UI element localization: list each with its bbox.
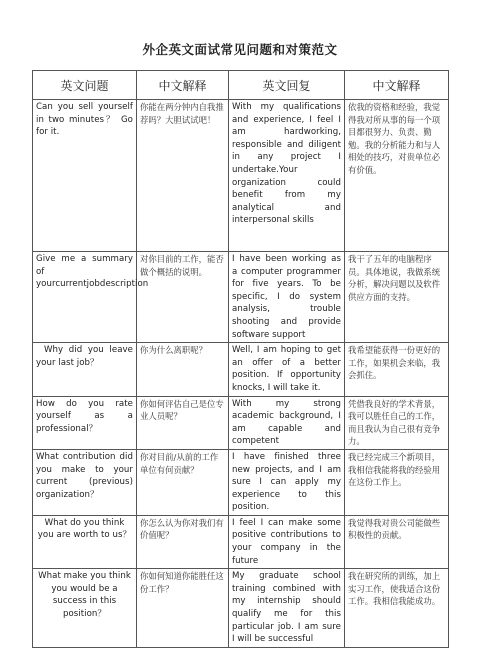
answer-en: I have finished three new projects, and I am sure I can apply my experience to this position. — [229, 449, 345, 515]
table-row — [33, 396, 449, 449]
question-en: Give me a summary of yourcurrentjobdescription — [33, 252, 137, 343]
question-zh: 你如何知道你能胜任这份工作？ — [137, 569, 229, 648]
question-zh: 对你目前的工作，能否做个概括的说明。 — [137, 252, 229, 343]
header-english-question: 英文问题 — [33, 71, 137, 100]
answer-en: I have been working as a computer programmer for five years. To be specific, I do system analysis, trouble shooting and provide software support — [229, 252, 345, 343]
table-header-row — [33, 71, 449, 100]
answer-en: Well, I am hoping to get an offer of a better position. If opportunity knocks, I will take it. — [229, 343, 345, 396]
question-en: What contribution did you make to your current (previous) organization？ — [33, 449, 137, 515]
question-en: How do you rate yourself as a professional？ — [33, 396, 137, 449]
header-chinese-explanation: 中文解释 — [137, 71, 229, 100]
answer-zh: 我干了五年的电脑程序员。具体地说，我做系统分析，解决问题以及软件供应方面的支持。 — [345, 252, 449, 343]
table-row — [33, 343, 449, 396]
header-chinese-explanation-reply: 中文解释 — [345, 71, 449, 100]
answer-zh: 我已经完成三个新项目，我相信我能将我的经验用在这份工作上。 — [345, 449, 449, 515]
qa-table — [32, 70, 449, 648]
question-zh: 你为什么离职呢？ — [137, 343, 229, 396]
table-row — [33, 252, 449, 343]
answer-zh: 我觉得我对贵公司能做些积极性的贡献。 — [345, 515, 449, 568]
answer-en: With my qualifications and experience, I feel I am hardworking, responsible and diligent in any project I undertake.Your organization could benefit from my analytical and interpersonal skills — [229, 100, 345, 252]
question-zh: 你能在两分钟内自我推荐吗？大胆试试吧！ — [137, 100, 229, 252]
question-en: What make you think you would be a success in this position？ — [33, 569, 137, 648]
header-english-reply: 英文回复 — [229, 71, 345, 100]
answer-en: My graduate school training combined with my internship should qualify me for this particular job. I am sure I will be successful — [229, 569, 345, 648]
question-en: Can you sell yourself in two minutes？ Go for it. — [33, 100, 137, 252]
question-zh: 你对目前/从前的工作单位有何贡献？ — [137, 449, 229, 515]
table-row — [33, 449, 449, 515]
answer-zh: 我在研究所的训练，加上实习工作，使我适合这份工作。我相信我能成功。 — [345, 569, 449, 648]
answer-zh: 凭借我良好的学术背景，我可以胜任自己的工作，而且我认为自己很有竞争力。 — [345, 396, 449, 449]
table-row — [33, 569, 449, 648]
question-en: Why did you leave your last job？ — [33, 343, 137, 396]
table-row — [33, 515, 449, 568]
question-en: What do you think you are worth to us？ — [33, 515, 137, 568]
answer-en: With my strong academic background, I am capable and competent — [229, 396, 345, 449]
answer-zh: 我希望能获得一份更好的工作，如果机会来临，我会抓住。 — [345, 343, 449, 396]
answer-en: I feel I can make some positive contributions to your company in the future — [229, 515, 345, 568]
question-zh: 你怎么认为你对我们有价值呢？ — [137, 515, 229, 568]
answer-zh: 依我的资格和经验，我觉得我对所从事的每一个项目都很努力、负责、勤勉。我的分析能力和与人相处的技巧，对贵单位必有价值。 — [345, 100, 449, 252]
page-title: 外企英文面试常见问题和对策范文 — [142, 42, 338, 57]
table-row — [33, 100, 449, 252]
question-zh: 你如何评估自己是位专业人员呢？ — [137, 396, 229, 449]
